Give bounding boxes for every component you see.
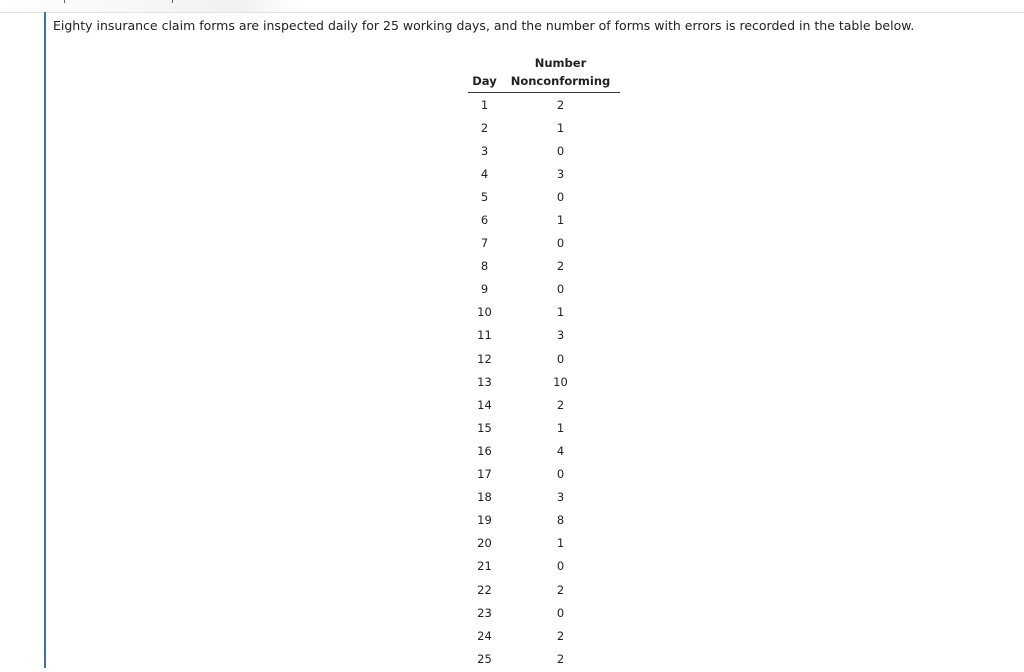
day-cell: 9	[480, 282, 489, 297]
nonconforming-cell: 3	[556, 490, 565, 505]
toolbar-tick	[64, 0, 65, 3]
day-cell: 17	[477, 467, 492, 482]
table-row	[468, 647, 620, 670]
nonconforming-cell: 0	[556, 467, 565, 482]
day-cell: 5	[480, 189, 489, 204]
nonconforming-cell: 2	[556, 259, 565, 274]
table-row	[468, 601, 620, 624]
day-cell: 15	[477, 420, 492, 435]
nonconforming-cell: 1	[556, 536, 565, 551]
toolbar-tick	[172, 0, 173, 3]
table-row	[468, 93, 620, 117]
table-row	[468, 439, 620, 462]
top-toolbar-strip	[0, 0, 1024, 13]
nonconforming-cell: 1	[556, 305, 565, 320]
nonconforming-cell: 0	[556, 189, 565, 204]
nonconforming-cell: 1	[556, 120, 565, 135]
table-row	[468, 416, 620, 439]
nonconforming-cell: 0	[556, 559, 565, 574]
day-cell: 3	[480, 143, 489, 158]
nonconforming-cell: 0	[556, 351, 565, 366]
nonconforming-cell: 0	[556, 236, 565, 251]
day-cell: 4	[480, 166, 489, 181]
header-number: Number	[534, 56, 587, 70]
table-row	[468, 232, 620, 255]
day-cell: 24	[477, 628, 492, 643]
table-row	[468, 278, 620, 301]
table-row	[468, 393, 620, 416]
day-cell: 11	[477, 328, 492, 343]
day-cell: 6	[480, 213, 489, 228]
table-row	[468, 555, 620, 578]
day-cell: 14	[477, 397, 492, 412]
nonconforming-cell: 2	[556, 651, 565, 666]
table-row	[468, 532, 620, 555]
day-cell: 23	[477, 605, 492, 620]
table-row	[468, 578, 620, 601]
table-row	[468, 301, 620, 324]
problem-statement: Eighty insurance claim forms are inspected daily for 25 working days, and the number of forms with errors is recorded in the table below.	[53, 18, 915, 33]
table-row	[468, 347, 620, 370]
day-cell: 22	[477, 582, 492, 597]
day-cell: 20	[477, 536, 492, 551]
nonconforming-cell: 2	[556, 628, 565, 643]
day-cell: 2	[480, 120, 489, 135]
nonconforming-cell: 3	[556, 328, 565, 343]
table-header-row	[468, 70, 620, 93]
nonconforming-cell: 10	[553, 374, 568, 389]
nonconforming-cell: 3	[556, 166, 565, 181]
table-row	[468, 162, 620, 185]
table-row	[468, 324, 620, 347]
table-body	[468, 93, 620, 671]
nonconforming-cell: 4	[556, 443, 565, 458]
day-cell: 16	[477, 443, 492, 458]
day-cell: 10	[477, 305, 492, 320]
table-row	[468, 370, 620, 393]
table-header-row	[468, 50, 620, 70]
day-cell: 21	[477, 559, 492, 574]
day-cell: 25	[477, 651, 492, 666]
table-row	[468, 139, 620, 162]
table-row	[468, 255, 620, 278]
day-cell: 12	[477, 351, 492, 366]
header-day: Day	[468, 70, 501, 93]
table-row	[468, 624, 620, 647]
table-row	[468, 185, 620, 208]
day-cell: 13	[477, 374, 492, 389]
day-cell: 18	[477, 490, 492, 505]
header-nonconforming: Nonconforming	[501, 70, 620, 93]
nonconforming-table	[468, 50, 620, 670]
nonconforming-cell: 0	[556, 605, 565, 620]
day-cell: 8	[480, 259, 489, 274]
table-row	[468, 116, 620, 139]
table-row	[468, 208, 620, 231]
question-left-rule	[44, 12, 46, 668]
nonconforming-cell: 2	[556, 97, 565, 112]
nonconforming-cell: 1	[556, 420, 565, 435]
nonconforming-cell: 2	[556, 582, 565, 597]
toolbar-shade	[0, 0, 300, 12]
nonconforming-cell: 8	[556, 513, 565, 528]
day-cell: 1	[480, 97, 489, 112]
day-cell: 7	[480, 236, 489, 251]
header-blank	[468, 50, 501, 70]
table-row	[468, 486, 620, 509]
table-row	[468, 463, 620, 486]
table-row	[468, 509, 620, 532]
nonconforming-cell: 0	[556, 143, 565, 158]
nonconforming-cell: 1	[556, 213, 565, 228]
nonconforming-cell: 2	[556, 397, 565, 412]
day-cell: 19	[477, 513, 492, 528]
nonconforming-cell: 0	[556, 282, 565, 297]
